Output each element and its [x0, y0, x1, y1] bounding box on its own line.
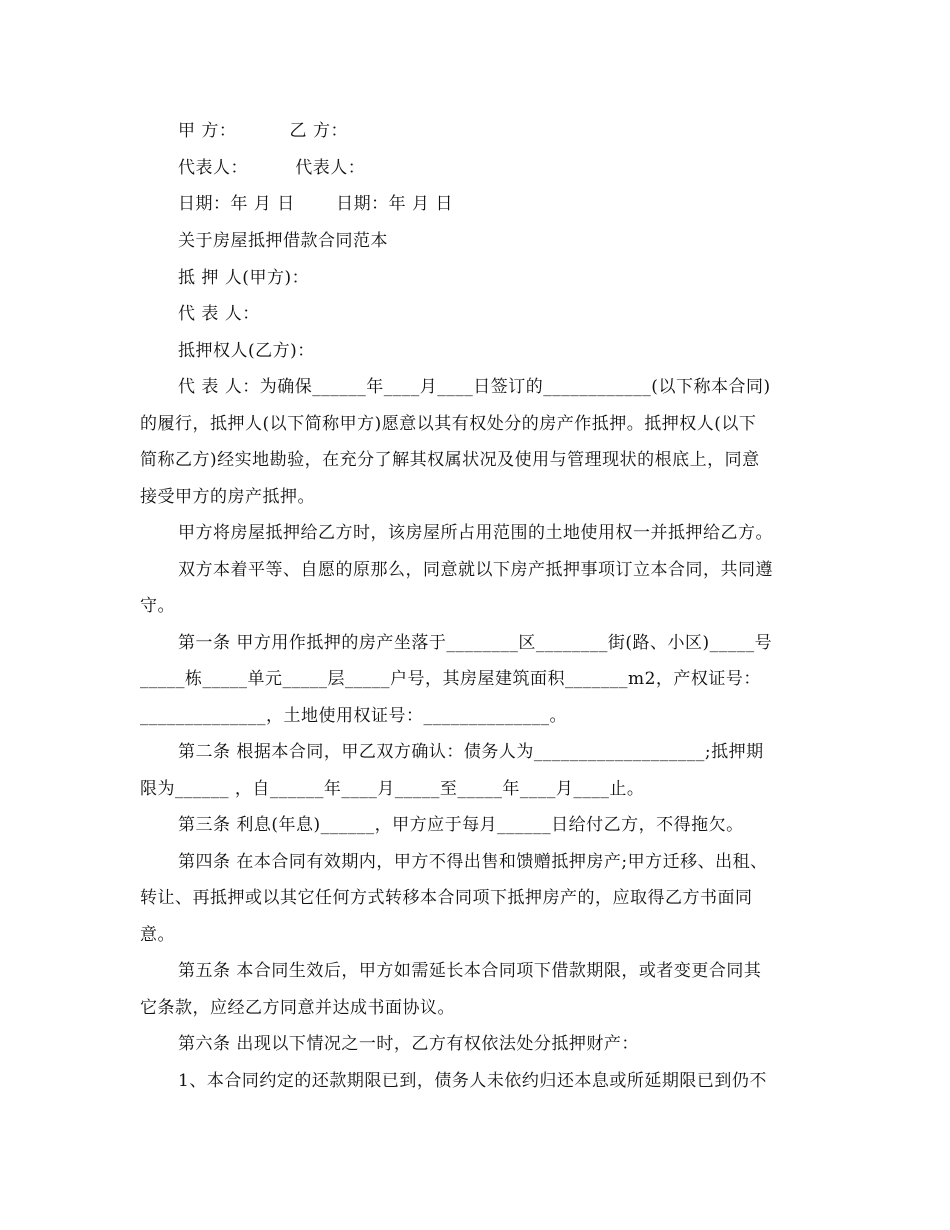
- document-title: 关于房屋抵押借款合同范本: [178, 231, 388, 251]
- article-1-line: _____栋_____单元_____层_____户号，其房屋建筑面积_______m2，产权证号：: [140, 669, 761, 689]
- mortgagor-rep-line: 代 表 人：: [178, 304, 260, 324]
- mortgagor-line: 抵 押 人(甲方)：: [178, 268, 310, 288]
- article-1-line: 第一条 甲方用作抵押的房产坐落于________区________街(路、小区)_____号: [178, 633, 773, 653]
- article-4-line: 第四条 在本合同有效期内，甲方不得出售和馈赠抵押房产;甲方迁移、出租、: [178, 852, 768, 872]
- representative-line: 代表人： 代表人：: [178, 158, 366, 178]
- article-5-line: 第五条 本合同生效后，甲方如需延长本合同项下借款期限，或者变更合同其: [178, 961, 762, 981]
- paragraph-line: 简称乙方)经实地勘验，在充分了解其权属状况及使用与管理现状的根底上，同意: [140, 450, 760, 470]
- paragraph-line: 接受甲方的房产抵押。: [140, 487, 315, 507]
- article-6-line: 第六条 出现以下情况之一时，乙方有权依法处分抵押财产：: [178, 1034, 639, 1054]
- paragraph-line: 甲方将房屋抵押给乙方时，该房屋所占用范围的土地使用权一并抵押给乙方。: [178, 523, 773, 543]
- paragraph-line: 双方本着平等、自愿的原那么，同意就以下房产抵押事项订立本合同，共同遵: [178, 560, 773, 580]
- article-4-line: 意。: [140, 925, 175, 945]
- article-2-line: 第二条 根据本合同，甲乙双方确认：债务人为___________________;抵押期: [178, 742, 764, 762]
- article-1-line: ______________，土地使用权证号：______________。: [140, 706, 567, 726]
- article-6-item-line: 1、本合同约定的还款期限已到，债务人未依约归还本息或所延期限已到仍不: [178, 1071, 767, 1091]
- article-3-line: 第三条 利息(年息)______，甲方应于每月______日给付乙方，不得拖欠。: [178, 815, 744, 835]
- article-5-line: 它条款，应经乙方同意并达成书面协议。: [140, 998, 455, 1018]
- article-4-line: 转让、再抵押或以其它任何方式转移本合同项下抵押房产的，应取得乙方书面同: [140, 888, 753, 908]
- party-header-line: 甲 方： 乙 方：: [178, 121, 348, 141]
- paragraph-line: 守。: [140, 596, 175, 616]
- article-2-line: 限为______ ，自______年____月_____至_____年____月____止。: [140, 779, 645, 799]
- paragraph-line: 代 表 人：为确保______年____月____日签订的____________(以下称本合同): [178, 377, 771, 397]
- mortgagee-line: 抵押权人(乙方)：: [178, 341, 315, 361]
- date-line: 日期：年 月 日 日期：年 月 日: [178, 194, 453, 214]
- paragraph-line: 的履行，抵押人(以下简称甲方)愿意以其有权处分的房产作抵押。抵押权人(以下: [140, 414, 757, 434]
